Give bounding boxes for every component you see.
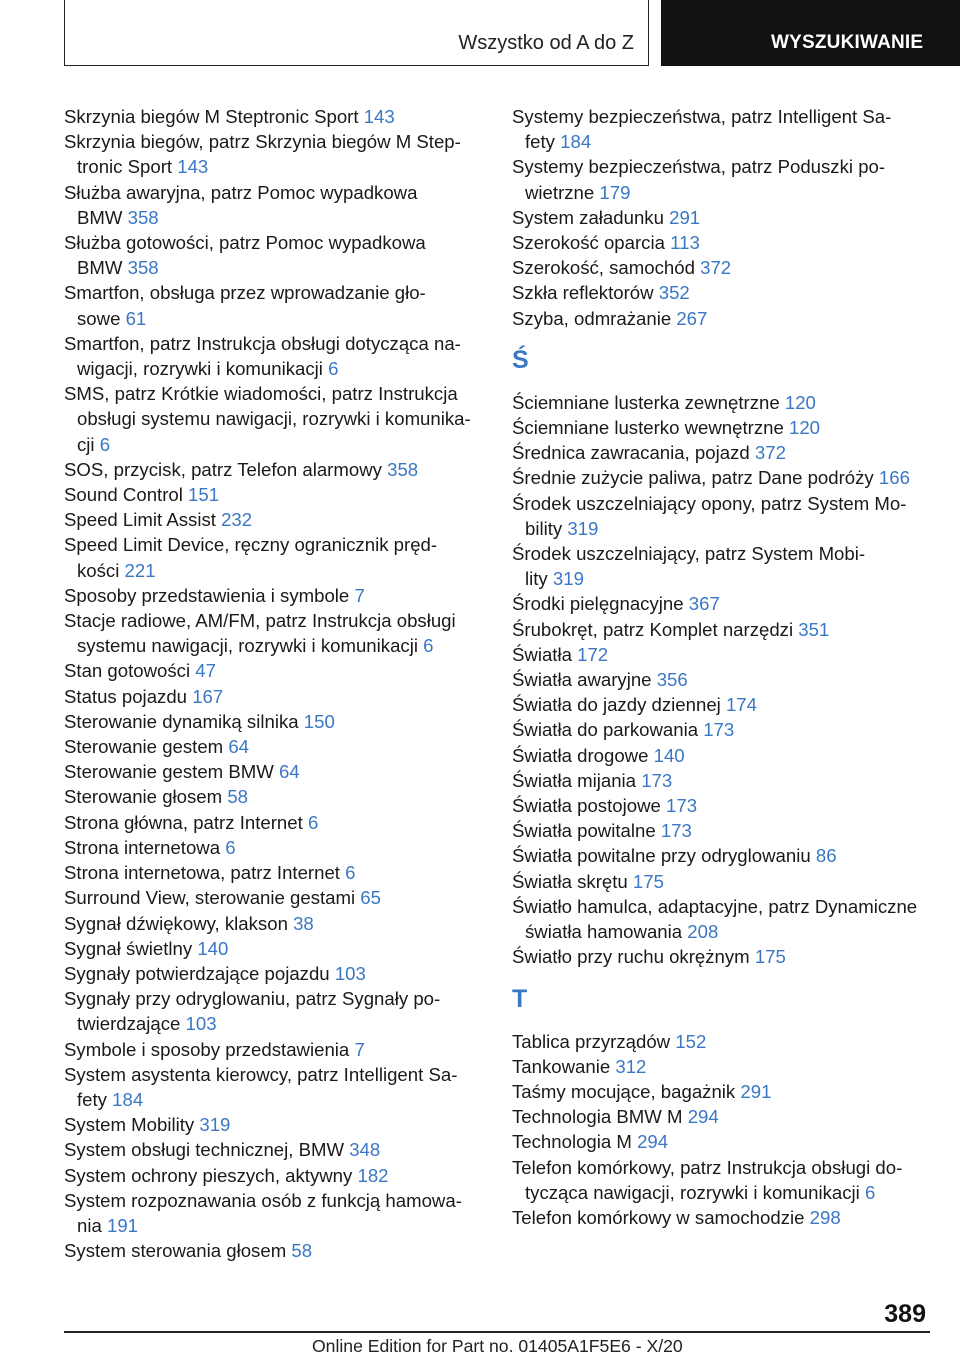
index-entry-text: sowe [77,307,121,329]
page-reference-link[interactable]: 358 [127,257,159,279]
page-reference-link[interactable]: 372 [700,257,732,279]
page-reference-link[interactable]: 140 [653,744,685,766]
page-reference-link[interactable]: 179 [599,181,631,203]
index-entry-text: Strona internetowa, patrz Internet [64,862,340,884]
index-entry-text: SMS, patrz Krótkie wiadomości, patrz Instrukcja [64,383,458,405]
index-entry [64,936,484,961]
index-entry-text: Sound Control [64,484,183,506]
page-reference-link[interactable]: 64 [278,761,300,783]
index-entry [64,986,484,1036]
page-reference-link[interactable]: 173 [666,795,698,817]
index-entry [64,230,484,280]
index-entry-text: Światła skrętu [512,870,628,892]
page-reference-link[interactable]: 182 [357,1164,389,1186]
index-entry-text: System asystenta kierowcy, patrz Intelligent Sa- [64,1063,458,1085]
page-reference-link[interactable]: 6 [423,635,434,657]
index-entry-text: Średnica zawracania, pojazd [512,442,750,464]
header-chapter-tab [661,0,960,66]
index-entry-text: Szerokość oparcia [512,232,665,254]
index-entry-text: cji [77,433,95,455]
page-reference-link[interactable]: 191 [107,1214,139,1236]
index-entry [512,894,932,944]
index-entry [512,1079,932,1104]
index-entry-text: Telefon komórkowy w samochodzie [512,1206,805,1228]
index-entry [512,1129,932,1154]
index-entry-text: bility [525,517,563,539]
index-entry [64,1137,484,1162]
index-entry-text: Ściemniane lusterko wewnętrzne [512,417,784,439]
page-reference-link[interactable]: 173 [660,820,692,842]
index-entry-text: Światła do jazdy dziennej [512,694,721,716]
index-entry-text: Strona główna, patrz Internet [64,811,303,833]
index-entry-text: Służba awaryjna, patrz Pomoc wypadkowa [64,181,418,203]
index-entry [512,1205,932,1230]
index-entry-text: Tankowanie [512,1055,611,1077]
page-reference-link[interactable]: 173 [703,719,735,741]
index-entry [512,869,932,894]
index-entry [512,440,932,465]
page-reference-link[interactable]: 6 [864,1181,876,1203]
page-reference-link[interactable]: 319 [199,1114,231,1136]
index-entry-text: Technologia BMW M [512,1106,683,1128]
index-entry [64,482,484,507]
index-entry-text: Surround View, sterowanie gestami [64,887,356,909]
index-entry [512,591,932,616]
index-entry-text: Sygnał dźwiękowy, klakson [64,912,288,934]
index-entry-text: Światła powitalne przy odryglowaniu [512,845,811,867]
index-entry-text: Speed Limit Assist [64,509,216,531]
index-entry-text: System obsługi technicznej, BMW [64,1139,345,1161]
index-entry-text: Światła postojowe [512,795,661,817]
header-chapter-title: WYSZUKIWANIE [771,32,924,53]
page-reference-link[interactable]: 103 [185,1013,217,1035]
page-reference-link[interactable]: 58 [291,1240,313,1262]
index-entry-text: Światło przy ruchu okrężnym [512,946,750,968]
page-reference-link[interactable]: 367 [688,593,720,615]
index-entry [64,532,484,582]
page-reference-link[interactable]: 184 [112,1088,144,1110]
index-entry-text: Środki pielęgnacyjne [512,593,684,615]
index-entry-text: Szkła reflektorów [512,282,654,304]
index-entry [512,818,932,843]
page-reference-link[interactable]: 143 [363,106,395,127]
index-entry [64,1112,484,1137]
index-entry [64,507,484,532]
index-entry-text: Sygnały przy odryglowaniu, patrz Sygnały po- [64,988,441,1010]
index-entry-text: fety [525,131,555,153]
page-reference-link[interactable]: 319 [552,568,584,590]
page-reference-link[interactable]: 267 [676,307,708,329]
index-entry-text: Ściemniane lusterka zewnętrzne [512,391,780,413]
page-reference-link[interactable]: 65 [360,887,381,909]
index-entry [64,1238,484,1263]
index-entry-text: System Mobility [64,1114,195,1136]
page-reference-link[interactable]: 221 [124,559,156,581]
index-entry [512,1029,932,1054]
index-entry-text: System ochrony pieszych, aktywny [64,1164,353,1186]
index-entry-text: Światła do parkowania [512,719,699,741]
header-section-tab [64,0,649,66]
index-entry [512,465,932,490]
footer-divider [64,1331,930,1333]
page-reference-link[interactable]: 175 [754,946,786,968]
index-entry-text: System sterowania głosem [64,1240,287,1262]
index-entry-text: Środek uszczelniający opony, patrz System Mo- [512,492,907,514]
page-reference-link[interactable]: 298 [809,1206,841,1228]
index-entry-text: BMW [77,257,123,279]
index-entry [64,658,484,683]
index-entry [64,129,484,179]
index-entry [64,860,484,885]
page-reference-link[interactable]: 352 [658,282,690,304]
index-entry [64,1188,484,1238]
index-entry-text: Sygnały potwierdzające pojazdu [64,962,330,984]
page-reference-link[interactable]: 7 [354,1038,365,1060]
index-entry-text: Speed Limit Device, ręczny ogranicznik pręd- [64,534,438,556]
index-entry [512,541,932,591]
page-reference-link[interactable]: 58 [227,786,248,808]
index-entry-text: tycząca nawigacji, rozrywki i komunikacji [525,1181,860,1203]
footer-edition-note: Online Edition for Part no. 01405A1F5E6 - X/20 [312,1336,683,1356]
index-entry-text: Tablica przyrządów [512,1030,671,1052]
index-entry [64,759,484,784]
page-reference-link[interactable]: 103 [334,962,366,984]
page-reference-link[interactable]: 150 [303,710,335,732]
index-entry-text: wietrzne [525,181,595,203]
page-number: 389 [884,1300,926,1328]
index-entry-text: Sygnał świetlny [64,937,193,959]
index-entry [64,784,484,809]
section-letter: T [512,984,528,1013]
page-reference-link[interactable]: 184 [560,131,592,153]
index-entry [512,768,932,793]
index-entry [64,810,484,835]
index-entry [512,717,932,742]
index-entry-text: nia [77,1214,102,1236]
index-entry [512,944,932,969]
page-reference-link[interactable]: 6 [307,811,319,833]
page-reference-link[interactable]: 294 [637,1131,669,1153]
index-entry [512,793,932,818]
index-entry-text: Telefon komórkowy, patrz Instrukcja obsługi do- [512,1156,903,1178]
index-entry [64,709,484,734]
index-entry [512,255,932,280]
index-entry-text: Systemy bezpieczeństwa, patrz Poduszki po- [512,156,886,178]
index-entry-text: Skrzynia biegów, patrz Skrzynia biegów M Step- [64,131,461,153]
index-entry [512,1104,932,1129]
index-entry-text: światła hamowania [525,921,683,943]
index-entry-text: Światła drogowe [512,744,649,766]
page-reference-link[interactable]: 61 [125,307,147,329]
index-entry-text: tronic Sport [77,156,173,178]
index-entry [512,491,932,541]
index-entry [512,642,932,667]
index-entry-text: Taśmy mocujące, bagażnik [512,1080,736,1102]
page-reference-link[interactable]: 6 [99,433,111,455]
index-column-left [64,104,484,1263]
index-entry-text: Skrzynia biegów M Steptronic Sport [64,106,359,127]
index-entry-text: twierdzające [77,1013,181,1035]
index-entry [64,835,484,860]
page-reference-link[interactable]: 319 [567,517,599,539]
page-reference-link[interactable]: 294 [687,1106,719,1128]
page-reference-link[interactable]: 174 [725,694,757,716]
header-section-title: Wszystko od A do Z [458,32,634,54]
index-entry-text: Światła mijania [512,769,637,791]
index-entry-text: Stacje radiowe, AM/FM, patrz Instrukcja obsługi [64,610,456,632]
page-reference-link[interactable]: 47 [195,660,216,682]
index-entry-text: Sterowanie gestem [64,736,224,758]
index-entry [64,1062,484,1112]
index-entry [64,1163,484,1188]
index-column-right [512,104,932,1230]
index-entry [512,415,932,440]
index-entry-text: fety [77,1088,107,1110]
page-reference-link[interactable]: 120 [784,391,816,413]
page-reference-link[interactable]: 232 [221,509,253,531]
index-entry [64,381,484,457]
index-entry-text: System załadunku [512,206,664,228]
page-reference-link[interactable]: 358 [127,206,159,228]
page-reference-link[interactable]: 291 [669,206,701,228]
index-entry-text: Światła awaryjne [512,669,652,691]
index-entry-text: Technologia M [512,1131,632,1153]
index-entry [512,1155,932,1205]
index-entry-text: Strona internetowa [64,836,221,858]
index-entry-text: wigacji, rozrywki i komunikacji [77,358,323,380]
page-reference-link[interactable]: 291 [740,1080,772,1102]
page-reference-link[interactable]: 172 [577,643,609,665]
index-entry [512,692,932,717]
index-entry [64,457,484,482]
index-entry [64,280,484,330]
index-entry-text: System rozpoznawania osób z funkcją hamowa- [64,1189,462,1211]
page-reference-link[interactable]: 351 [798,618,830,640]
index-entry [512,154,932,204]
index-entry-text: Środek uszczelniający, patrz System Mobi- [512,543,866,565]
index-entry [512,306,932,331]
page-reference-link[interactable]: 358 [387,458,419,480]
index-entry [64,583,484,608]
index-entry [512,104,932,154]
index-entry-text: Śrubokręt, patrz Komplet narzędzi [512,618,794,640]
index-entry-text: BMW [77,206,123,228]
section-letter: Ś [512,345,529,374]
index-entry [64,734,484,759]
page-reference-link[interactable]: 6 [225,836,236,858]
index-entry-text: Sterowanie gestem BMW [64,761,274,783]
index-entry [512,743,932,768]
page-reference-link[interactable]: 113 [670,232,700,254]
page-reference-link[interactable]: 143 [177,156,209,178]
index-entry [512,843,932,868]
index-entry-text: kości [77,559,120,581]
index-entry-text: Szyba, odmrażanie [512,307,672,329]
index-entry [512,667,932,692]
index-entry-text: Stan gotowości [64,660,191,682]
index-entry-text: Średnie zużycie paliwa, patrz Dane podróży [512,467,874,489]
index-entry [512,390,932,415]
page-reference-link[interactable]: 356 [656,669,688,691]
index-entry [64,911,484,936]
page-reference-link[interactable]: 6 [328,358,339,380]
index-entry-text: Światła powitalne [512,820,656,842]
index-entry-text: obsługi systemu nawigacji, rozrywki i komunika- [77,408,471,430]
index-entry-text: Szerokość, samochód [512,257,695,279]
index-entry-text: Status pojazdu [64,685,188,707]
index-entry-text: Systemy bezpieczeństwa, patrz Intelligent Sa- [512,106,892,127]
page-reference-link[interactable]: 86 [815,845,837,867]
index-entry-text: Smartfon, patrz Instrukcja obsługi dotycząca na- [64,332,461,354]
index-entry-text: Sterowanie głosem [64,786,223,808]
index-entry [64,104,484,129]
index-entry [64,684,484,709]
index-entry-text: SOS, przycisk, patrz Telefon alarmowy [64,458,382,480]
page-reference-link[interactable]: 120 [788,417,821,439]
index-entry-text: Sterowanie dynamiką silnika [64,710,299,732]
index-entry [64,885,484,910]
index-entry-text: Sposoby przedstawienia i symbole [64,584,350,606]
index-entry [512,280,932,305]
index-entry [64,1037,484,1062]
page-reference-link[interactable]: 167 [192,685,224,707]
page-reference-link[interactable]: 64 [228,736,250,758]
page-reference-link[interactable]: 140 [197,937,229,959]
index-entry [512,205,932,230]
page-reference-link[interactable]: 38 [293,912,314,934]
index-entry [64,608,484,658]
index-entry [512,1054,932,1079]
page-reference-link[interactable]: 7 [354,584,365,606]
index-entry [64,180,484,230]
page-reference-link[interactable]: 348 [349,1139,381,1161]
page-reference-link[interactable]: 152 [675,1030,707,1052]
index-entry [512,230,932,255]
page-reference-link[interactable]: 208 [687,921,719,943]
page-reference-link[interactable]: 175 [632,870,664,892]
index-entry-text: lity [525,568,548,590]
index-entry [64,961,484,986]
index-entry [512,617,932,642]
index-entry-text: Smartfon, obsługa przez wprowadzanie gło- [64,282,426,304]
index-entry-text: systemu nawigacji, rozrywki i komunikacji [77,635,418,657]
page-reference-link[interactable]: 166 [878,467,910,489]
page-reference-link[interactable]: 173 [641,769,673,791]
index-entry-text: Światło hamulca, adaptacyjne, patrz Dynamiczne [512,895,918,917]
page-reference-link[interactable]: 312 [615,1055,647,1077]
index-entry-text: Służba gotowości, patrz Pomoc wypadkowa [64,232,426,254]
index-entry-text: Światła [512,643,572,665]
page-reference-link[interactable]: 6 [345,862,356,884]
index-entry-text: Symbole i sposoby przedstawienia [64,1038,350,1060]
page-reference-link[interactable]: 151 [188,484,220,506]
page-reference-link[interactable]: 372 [754,442,786,464]
index-entry [64,331,484,381]
